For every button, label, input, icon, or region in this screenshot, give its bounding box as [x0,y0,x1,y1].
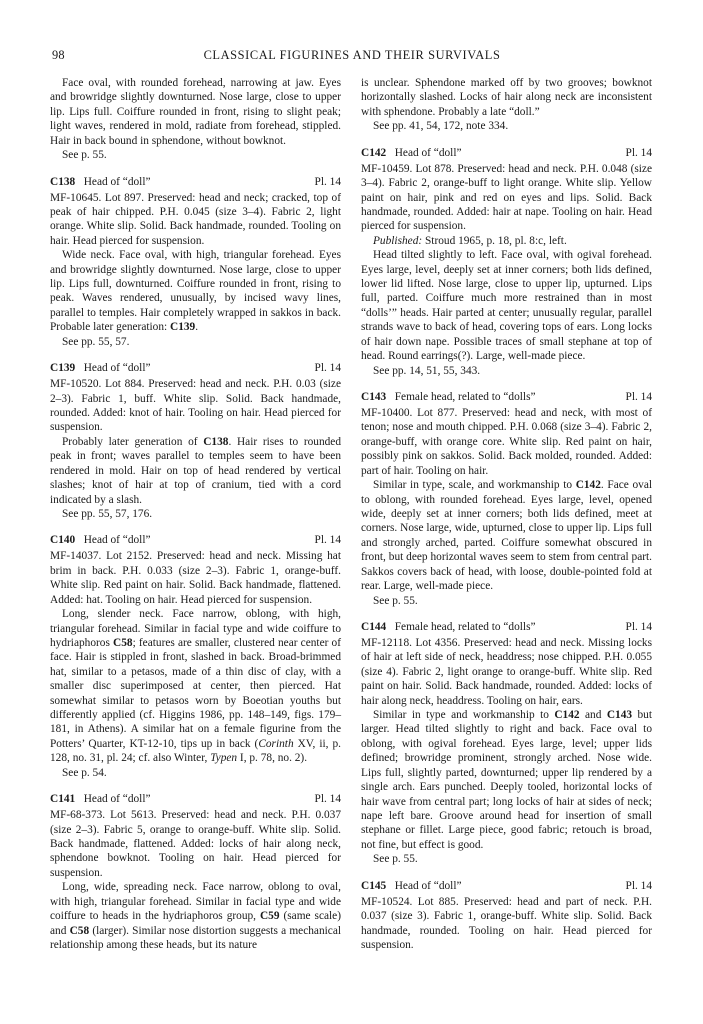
entry-heading [50,792,341,807]
citation-title: Corinth [258,737,294,750]
entry-description: Similar in type, scale, and workmanship to C142. Face oval to oblong, with rounded forehead. Eyes large, level, opened wide, deeply set at inner corners; both lids defined, meet at corners. Nose large, wide, upturned, close to upper lip. Lips full and strongly arched, parted. Coiffure somewhat obscured in front, but deep horizontal waves seem to stem from central part. Sakkos covers back of head, with loose, double-pointed fold at rear. Large, well-made piece. [361,479,653,593]
entry-number: C141 [50,793,76,806]
entry-title: Head of “doll” [83,534,151,547]
see-reference: See pp. 55, 57. [62,335,130,348]
cross-reference: C58 [69,924,90,937]
cross-reference: C138 [203,435,229,448]
entry-description: Probably later generation of C138. Hair rises to rounded peak in front; waves parallel to temples seem to have been rendered in mold. Hair on top of head rendered by vertical slashes; knot of hair at top of cranium, tied with a cord indicated by a slash. [50,435,341,506]
plate-reference: Pl. 14 [314,793,341,806]
entry-title: Head of “doll” [83,362,151,375]
see-reference: See pp. 55, 57, 176. [62,507,153,520]
entry-heading [361,146,652,161]
see-reference: See pp. 41, 54, 172, note 334. [373,120,509,133]
entry-title: Head of “doll” [394,146,462,159]
catalog-entry-c141 [50,792,341,952]
plate-reference: Pl. 14 [314,534,341,547]
catalog-entry-c138 [50,175,341,350]
entry-heading [50,175,341,190]
plate-reference: Pl. 14 [314,175,341,188]
entry-number: C138 [50,175,76,188]
entry-description: Long, slender neck. Face narrow, oblong, with high, triangular forehead. Similar in facial type and wide coiffure to hydriaphoros C58; features are smaller, clustered near center of face. Hair is stippled in front, slashed in back. Broad-brimmed hat, similar to a petasos, made of a thin disc of clay, with a smaller disc superimposed at center, then pierced. Hat somewhat similar to petasos worn by Boeotian youths but differently applied (cf. Higgins 1986, pp. 148–149, figs. 179–181, in Athens). A similar hat on a female figurine from the Potters’ Quarter, KT-12-10, tips up in back (Corinth XV, ii, p. 128, no. 31, pl. 24; cf. also Winter, Typen I, p. 78, no. 2). [50,608,341,765]
entry-description: Similar in type and workmanship to C142 and C143 but larger. Head tilted slightly to right and back. Face oval to oblong, with ogival forehead. Eyes large, level; upper lids defined; browridge prominent, strongly arched. Nose wide. Lips full, slightly parted, downturned; upper lip rendered by a single arch. Ears punched. Deeply tooled, horizontal locks of hair wave from central part; long locks of hair at sides of neck; nape left bare. Groove around head for insertion of small stephane or fillet. Large piece, good fabric; retouch is broad, not fine, but effect is good. [361,709,652,851]
running-title: CLASSICAL FIGURINES AND THEIR SURVIVALS [203,48,501,62]
left-column [50,76,341,952]
entry-heading [50,533,341,548]
entry-data: MF-10520. Lot 884. Preserved: head and neck. P.H. 0.03 (size 2–3). Fabric 1, buff. White slip. Solid. Back handmade, rounded. Added: knot of hair. Tooling on hair. Head pierced for suspension. [50,378,341,434]
entry-title: Female head, related to “dolls” [394,391,536,404]
entry-data: MF-10645. Lot 897. Preserved: head and neck; cracked, top of peak of hair chipped. P.H. 0.045 (size 3–4). Fabric 2, light orange. White slip. Solid. Back handmade, rounded. Tooling on hair. Head pierced for suspension. [50,191,341,247]
plate-reference: Pl. 14 [625,146,652,159]
cross-reference: C58 [113,636,133,649]
catalog-entry-c145 [361,879,652,953]
entry-heading [361,390,652,405]
catalog-entry-c144 [361,620,652,867]
entry-description: Head tilted slightly to left. Face oval, with ogival forehead. Eyes large, level, deeply set at inner corners; both lids defined, lower lid lifted. Nose large, close to upper lip, upturned. Lips full, parted. Coiffure much more restrained than in most “dolls’” heads. Hair parted at center; unusually regular, parallel strands wave to back of head, covering tops of ears. Long locks of hair down nape. Possible traces of small stephane at top of head. Round earrings(?). Large, well-made piece. [361,249,652,363]
citation-title: Typen [210,752,238,765]
entry-number: C140 [50,534,76,547]
see-reference: See p. 55. [373,853,418,866]
see-reference: See pp. 14, 51, 55, 343. [373,364,481,377]
entry-data: MF-10459. Lot 878. Preserved: head and neck. P.H. 0.048 (size 3–4). Fabric 2, orange-buff to light orange. White slip. Yellow paint on hair, pink and red on eyes and lips. Solid. Back handmade, rounded. Added: hair at nape. Tooling on hair. Head pierced for suspension. [361,162,652,233]
entry-number: C145 [361,879,387,892]
entry-number: C144 [361,620,387,633]
cross-reference: C142 [575,479,601,492]
entry-data: MF-14037. Lot 2152. Preserved: head and neck. Missing hat brim in back. P.H. 0.033 (size 2–3). Fabric 1, orange-buff. White slip. Red paint on hair. Solid. Back handmade, flattened. Added: hat. Tooling on hair. Head pierced for suspension. [50,550,341,606]
catalog-entry-c140 [50,533,341,780]
right-column [361,76,652,952]
page-number: 98 [52,48,65,62]
catalog-entry-c139 [50,361,341,521]
catalog-entry-c142 [361,146,652,378]
entry-number: C139 [50,362,76,375]
entry-description-continued: is unclear. Sphendone marked off by two grooves; bowknot horizontally slashed. Locks of hair along neck are inconsistent with sphendone. Probably a late “doll.” [361,77,652,118]
intro-description: Face oval, with rounded forehead, narrowing at jaw. Eyes and browridge slightly downturned. Nose large, close to upper lip. Lips full. Coiffure rounded in front, rising to slight peak; light waves, rendered in mold, radiate from forehead, stippled. Hair in back bound in sphendone, without bowknot. [50,77,341,147]
entry-description: Wide neck. Face oval, with high, triangular forehead. Eyes and browridge slightly downturned. Nose large, close to upper lip. Lips full, downturned. Coiffure rounded in front, rising to peak. Waves rendered, unusually, by incised wavy lines, parallel to temples. Hair completely wrapped in sakkos in back. Probable later generation: C139. [50,249,341,334]
entry-number: C142 [361,146,387,159]
page-header [52,48,652,66]
entry-data: MF-68-373. Lot 5613. Preserved: head and neck. P.H. 0.037 (size 2–3). Fabric 5, orange to orange-buff. White slip. Solid. Back handmade, flattened. Added: locks of hair along neck, sphendone bowknot. Tooling on hair. Head pierced for suspension. [50,809,341,879]
see-reference: See p. 54. [62,766,107,779]
cross-reference: C143 [606,709,633,722]
catalog-entry-c143 [361,390,652,608]
plate-reference: Pl. 14 [625,879,652,892]
see-reference: See p. 55. [373,594,418,607]
plate-reference: Pl. 14 [625,391,652,404]
entry-number: C143 [361,391,387,404]
intro-see-ref: See p. 55. [62,149,107,162]
entry-data: MF-10524. Lot 885. Preserved: head and part of neck. P.H. 0.037 (size 3). Fabric 1, orange-buff. White slip. Solid. Back handmade, rounded. Tooling on hair. Head pierced for suspension. [361,895,652,951]
entry-title: Female head, related to “dolls” [394,620,536,633]
entry-description: Long, wide, spreading neck. Face narrow, oblong to oval, with high, triangular forehead. Similar in facial type and wide coiffure to heads in the hydriaphoros group, C59 (same scale) and C58 (larger). Similar nose distortion suggests a mechanical relationship among these heads, but its nature [50,881,342,951]
entry-data: MF-10400. Lot 877. Preserved: head and neck, with most of tenon; nose and mouth chipped. P.H. 0.068 (size 3–4). Fabric 2, orange-buff, with orange core. White slip. Red paint on hair, possibly pink on sakkos. Solid. Back molded, rounded. Added: part of hair. Tooling on hair. [361,407,652,477]
cross-reference: C59 [259,910,280,923]
cross-reference: C142 [554,709,580,722]
plate-reference: Pl. 14 [625,620,652,633]
plate-reference: Pl. 14 [314,362,341,375]
entry-title: Head of “doll” [83,793,151,806]
publication-reference: Published: Stroud 1965, p. 18, pl. 8:c, left. [373,234,567,247]
cross-reference: C139 [170,321,196,334]
entry-heading [50,361,341,376]
entry-title: Head of “doll” [83,175,151,188]
entry-data: MF-12118. Lot 4356. Preserved: head and neck. Missing locks of hair at left side of neck, headdress; nose chipped. P.H. 0.055 (size 4). Fabric 2, light orange to orange-buff. White slip. Red paint on hair. Solid. Back handmade, rounded. Added: locks of hair along neck, headdress. Tooling on hair, ears. [361,636,652,707]
entry-heading [361,879,652,894]
entry-heading [361,620,652,635]
entry-title: Head of “doll” [394,879,462,892]
